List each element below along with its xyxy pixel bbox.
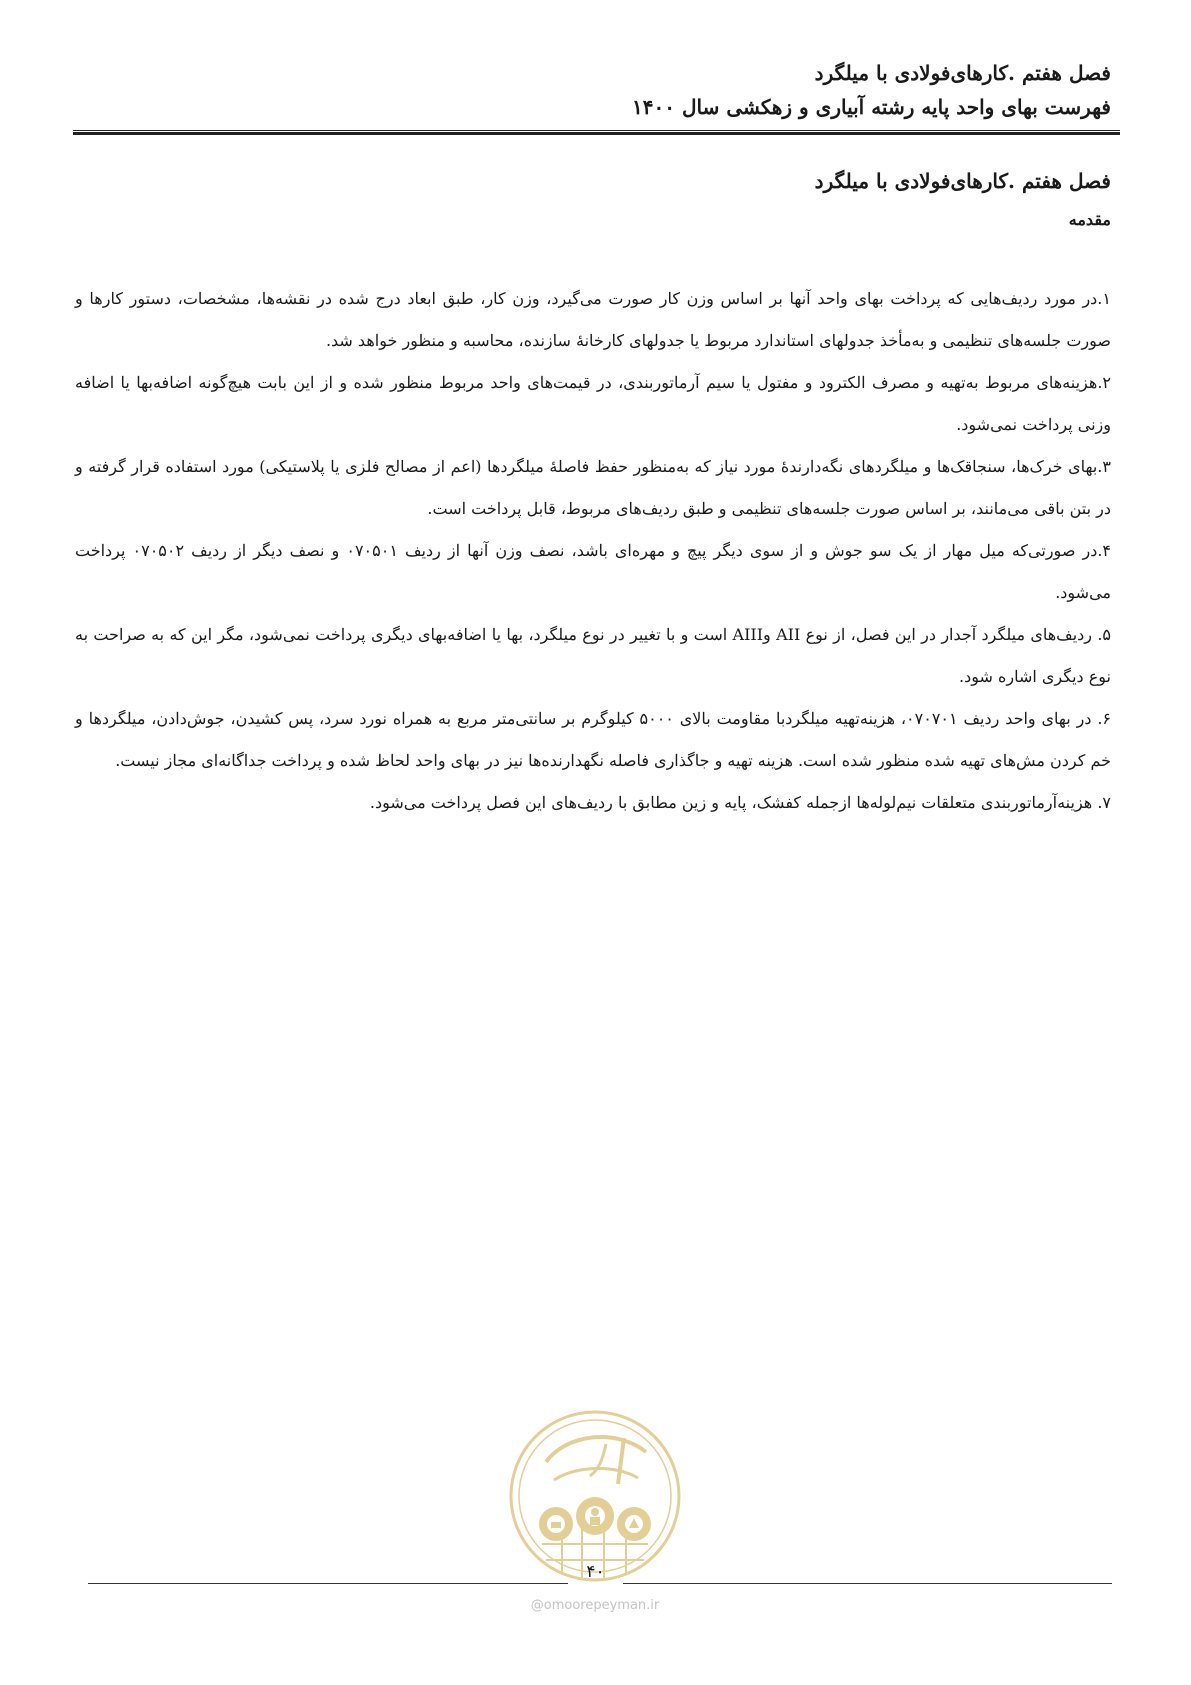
paragraph-5: ۵. ردیف‌های میلگرد آجدار در این فصل، از نوع AII وAIII است و با تغییر در نوع میلگرد، بها یا اضافه‌بهای دیگری پرداخت نمی‌شود، مگر این که به صراحت به نوع دیگری اشاره شود. <box>75 625 1112 686</box>
paragraph-7: ۷. هزینه‌آرماتوربندی متعلقات نیم‌لوله‌ها ازجمله کفشک، پایه و زین مطابق با ردیف‌های این فصل پرداخت می‌شود. <box>369 793 1111 812</box>
paragraph-1: ۱.در مورد ردیف‌هایی که پرداخت بهای واحد آنها بر اساس وزن کار صورت می‌گیرد، وزن کار، طبق ابعاد درج شده در نقشه‌ها، مشخصات، دستور کارها و صورت جلسه‌های تنظیمی و به‌مأخذ جدولهای استاندارد مربوط یا جدولهای کارخانهٔ سازنده، محاسبه و منظور خواهد شد. <box>75 289 1111 350</box>
header-document-title: فهرست بهای واحد پایه رشته آبیاری و زهکشی سال ۱۴۰۰ <box>632 95 1111 119</box>
section-subtitle: مقدمه <box>1068 210 1111 229</box>
watermark-url: @omoorepeyman.ir <box>530 1598 660 1613</box>
paragraph-4: ۴.در صورتی‌که میل مهار از یک سو جوش و از سوی دیگر پیچ و مهره‌ای باشد، نصف وزن آنها از ردیف ۰۷۰۵۰۱ و نصف دیگر از ردیف ۰۷۰۵۰۲ پرداخت می‌شود. <box>75 541 1111 602</box>
body-text <box>75 278 1111 824</box>
footer-divider-right <box>623 1583 1112 1584</box>
header-chapter-title: فصل هفتم .کارهای‌فولادی با میلگرد <box>814 61 1111 85</box>
footer-divider-left <box>88 1583 568 1584</box>
header-divider <box>73 130 1120 135</box>
page-number: ۴۰ <box>586 1562 605 1582</box>
paragraph-6: ۶. در بهای واحد ردیف ۰۷۰۷۰۱، هزینه‌تهیه میلگردبا مقاومت بالای ۵۰۰۰ کیلوگرم بر سانتی‌متر مربع به همراه نورد سرد، پس کشیدن، جوش‌دادن، میلگردها و خم کردن مش‌های تهیه شده منظور شده است. هزینه تهیه و جاگذاری فاصله نگهدارنده‌ها نیز در بهای واحد لحاظ شده و پرداخت جداگانه‌ای مجاز نیست. <box>75 709 1112 770</box>
paragraph-2: ۲.هزینه‌های مربوط به‌تهیه و مصرف الکترود و مفتول یا سیم آرماتوربندی، در قیمت‌های واحد مربوط منظور شده و از این بابت هیچ‌گونه اضافه‌بها یا اضافه وزنی پرداخت نمی‌شود. <box>75 373 1111 434</box>
page-header <box>71 56 1111 124</box>
paragraph-3: ۳.بهای خرک‌ها، سنجاقک‌ها و میلگردهای نگه‌دارندهٔ مورد نیاز که به‌منظور حفظ فاصلهٔ میلگردها (اعم از مصالح فلزی یا پلاستیکی) مورد استفاده قرار گرفته و در بتن باقی می‌مانند، بر اساس صورت جلسه‌های تنظیمی و طبق ردیف‌های مربوط، قابل پرداخت است. <box>75 457 1111 518</box>
section-title: فصل هفتم .کارهای‌فولادی با میلگرد <box>814 169 1111 193</box>
